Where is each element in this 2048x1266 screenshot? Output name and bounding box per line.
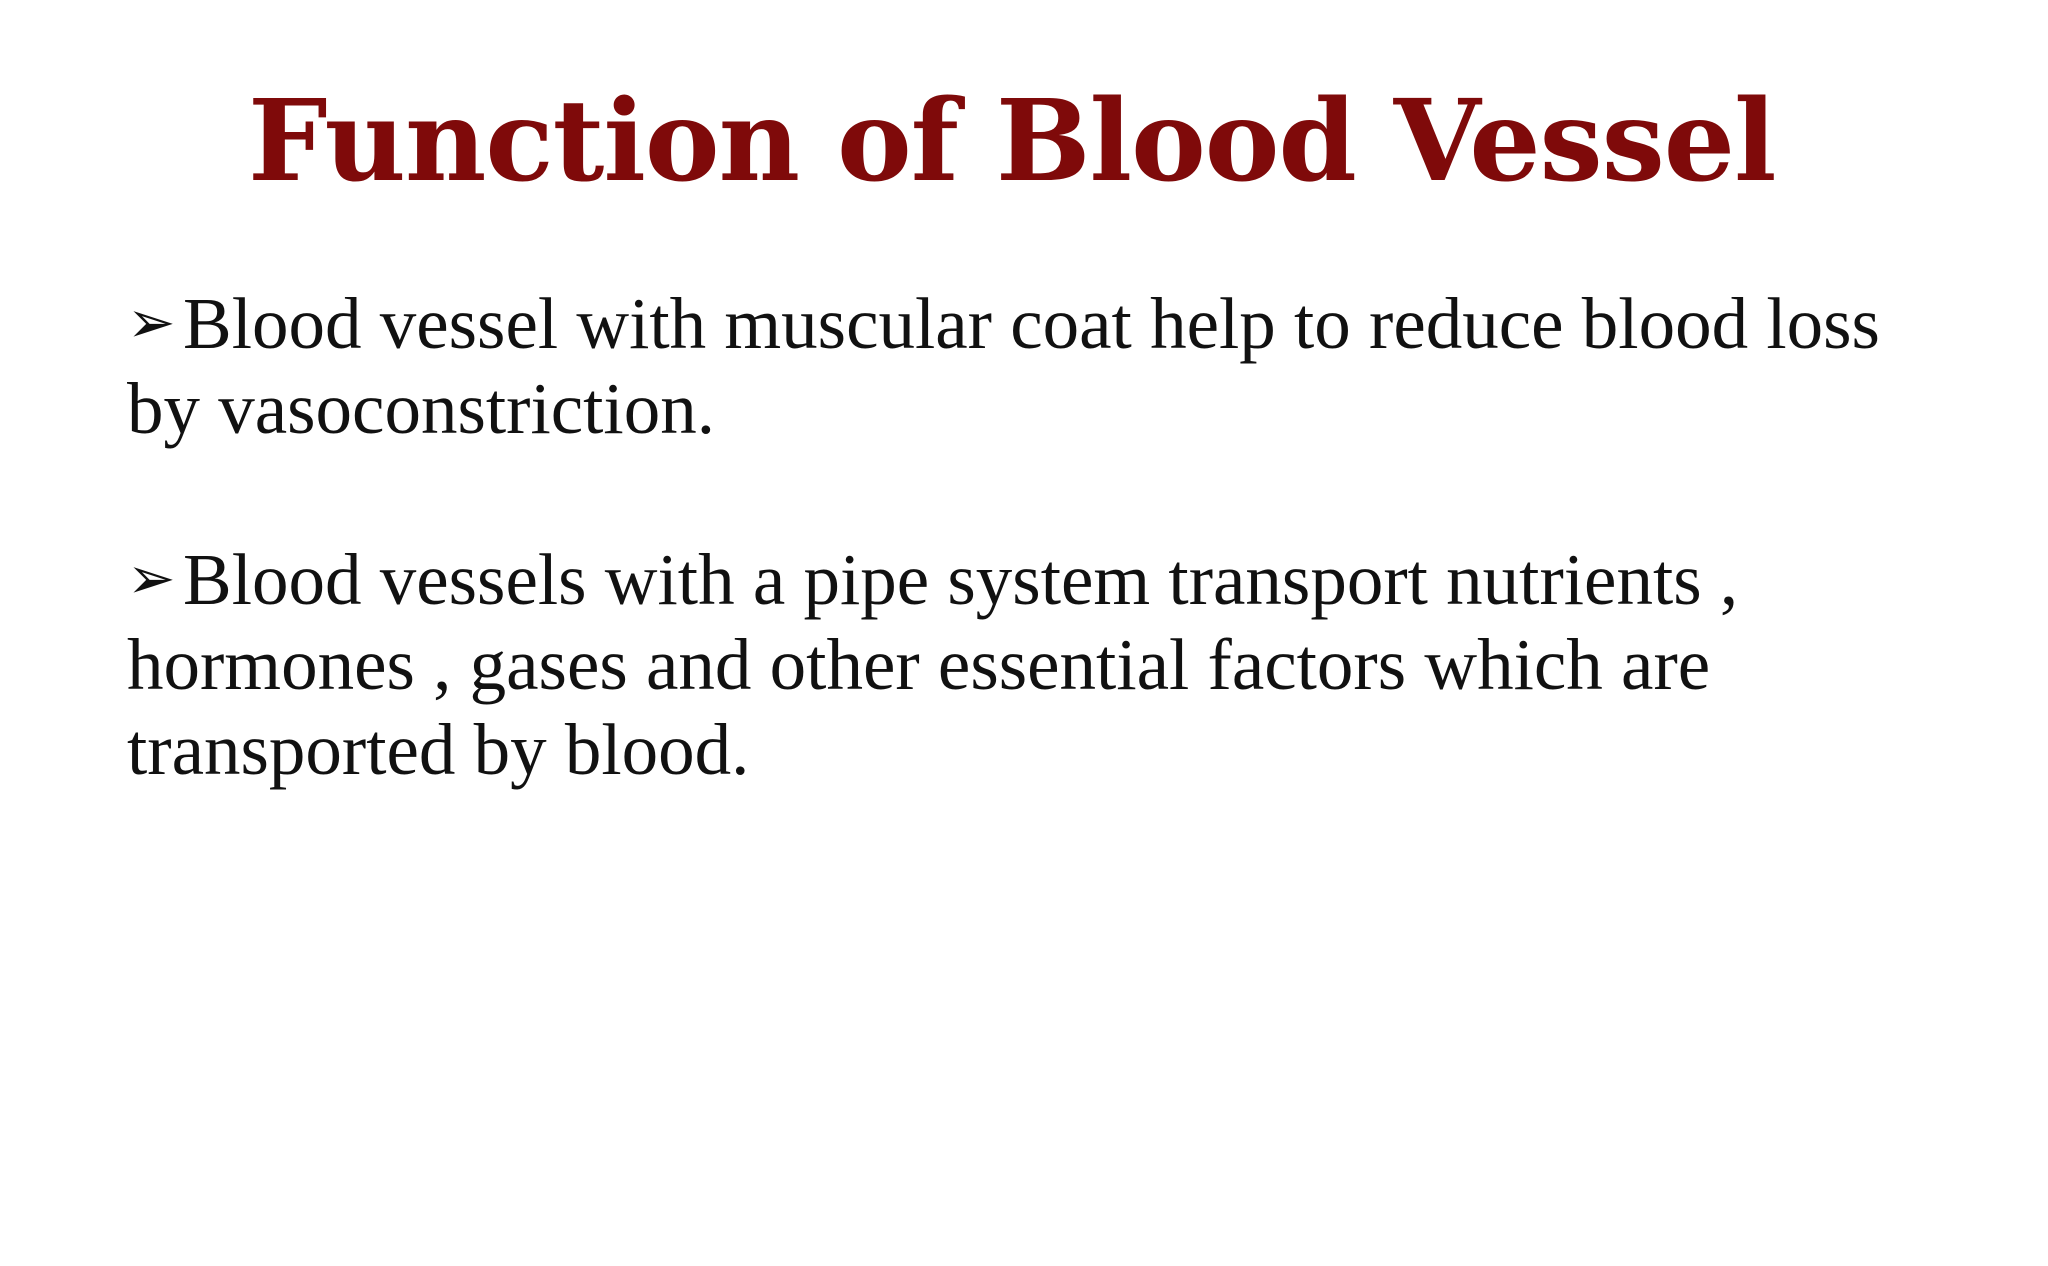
slide-title: Function of Blood Vessel (248, 76, 1776, 207)
arrowhead-bullet-icon: ➢ (127, 544, 176, 612)
bullet-list (127, 280, 1887, 877)
bullet-text: Blood vessels with a pipe system transport nutrients , hormones , gases and other essential factors which are transported by blood. (127, 539, 1739, 790)
bullet-item (127, 536, 1887, 792)
bullet-item (127, 280, 1887, 451)
arrowhead-bullet-icon: ➢ (127, 288, 176, 356)
bullet-text: Blood vessel with muscular coat help to reduce blood loss by vasoconstriction. (127, 283, 1880, 449)
